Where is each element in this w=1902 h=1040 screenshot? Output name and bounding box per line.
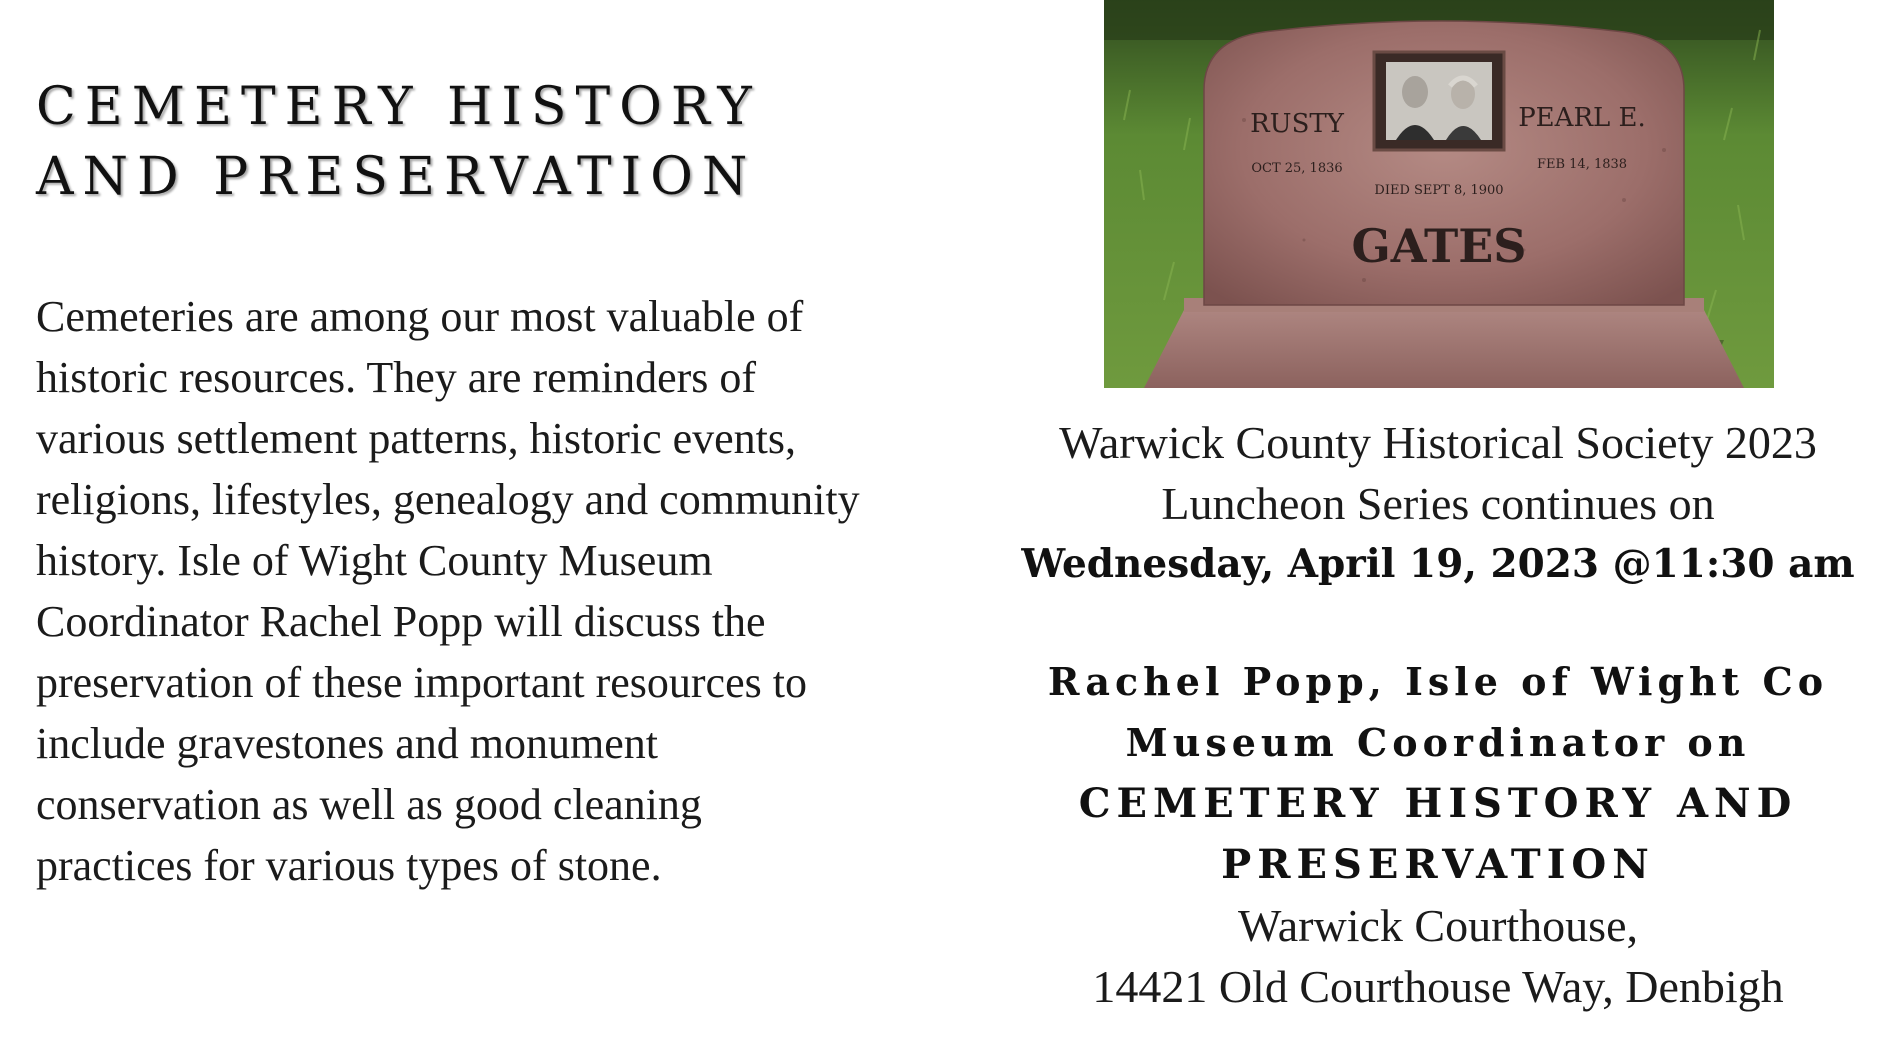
left-column [36,72,866,896]
venue-line-2: 14421 Old Courthouse Way, Denbigh [1092,961,1784,1012]
engraved-died: DIED SEPT 8, 1900 [1374,183,1504,198]
speaker-block [978,651,1898,895]
intro-line-2: Luncheon Series continues on [1161,478,1715,529]
engraved-right-born: FEB 14, 1838 [1536,157,1628,172]
gravestone-photo [1104,0,1774,388]
engraved-left-name: RUSTY [1250,109,1344,139]
series-intro [978,412,1898,595]
event-description: Cemeteries are among our most valuable of historic resources. They are reminders of various settlement patterns, historic events, religions, lifestyles, genealogy and community history. Isle of Wight County Museum Coordinator Rachel Popp will discuss the preservation of these important resources to include gravestones and monument conservation as well as good cleaning practices for various types of stone. [36,292,860,890]
page-title [36,72,866,212]
speaker-line-2: Museum Coordinator on [1125,720,1751,765]
event-date: Wednesday, April 19, 2023 @11:30 am [1021,541,1855,587]
event-announcement [978,412,1898,1017]
engraved-left-born: OCT 25, 1836 [1251,161,1343,176]
stone-base [1144,310,1744,388]
engraved-surname: GATES [1351,219,1527,273]
title-line-1: CEMETERY HISTORY [36,77,761,137]
venue-line-1: Warwick Courthouse, [1238,900,1638,951]
engraved-right-name: PEARL E. [1518,103,1646,133]
topic-line-1: CEMETERY HISTORY AND [1078,780,1798,827]
venue-block [978,895,1898,1017]
topic-line-2: PRESERVATION [1221,841,1655,888]
title-line-2: AND PRESERVATION [36,147,757,207]
intro-line-1: Warwick County Historical Society 2023 [1059,417,1817,468]
speaker-line-1: Rachel Popp, Isle of Wight Co [1047,659,1829,704]
